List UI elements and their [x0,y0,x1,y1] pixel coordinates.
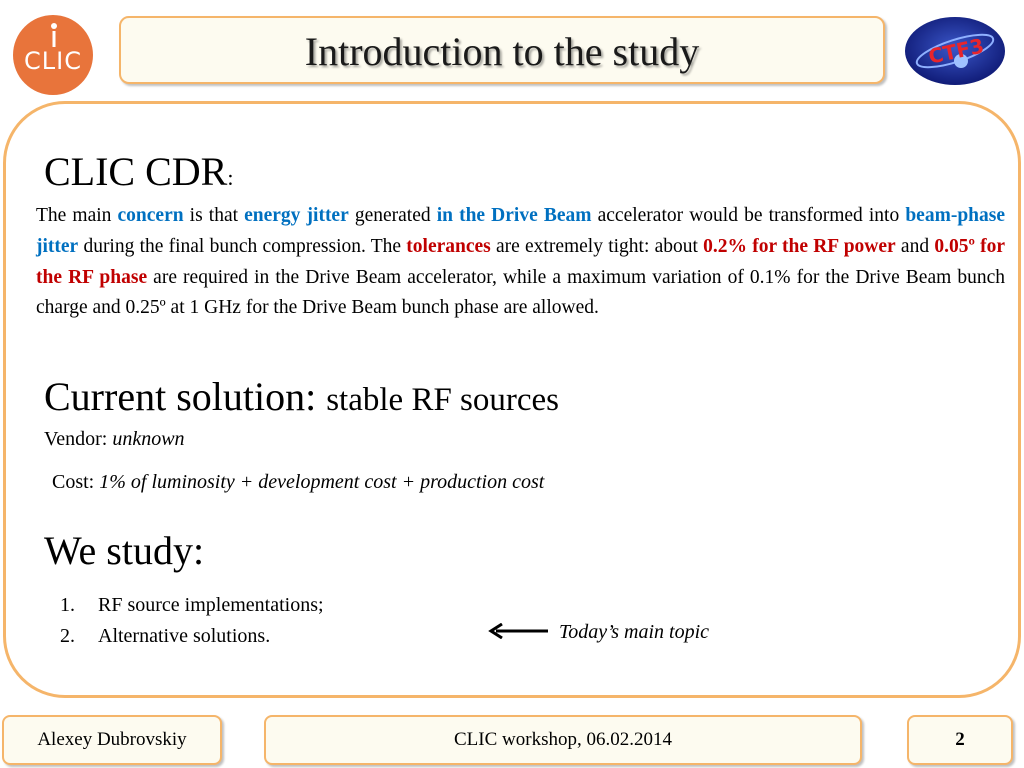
main-topic-annotation: Today’s main topic [559,621,710,643]
p-text-3: generated [348,205,437,226]
footer-author: Alexey Dubrovskiy [37,729,187,750]
page-number: 2 [955,729,965,750]
vendor-value: unknown [112,428,185,450]
cdr-paragraph [36,201,1005,324]
we-study-heading: We study: [44,528,205,573]
current-heading-text: Current solution: [44,374,317,419]
p-rf-phase: 0.05º for the RF phase [36,235,1005,288]
footer-author-box [2,715,222,765]
vendor-line [44,428,185,451]
ctf3-logo-text: CTF3 [926,33,987,69]
p-beam-phase-jitter: beam-phase jitter [36,205,1005,257]
list-item-text: Alternative solutions. [98,625,271,647]
p-text-8: are required in the Drive Beam accelerator, while a maximum variation of 0.1% for the Drive Beam bunch charge and 0.25º at 1 GHz for the Drive Beam bunch phase are allowed. [36,266,1006,319]
p-text-4: accelerator would be transformed into [591,205,906,226]
p-text-7: and [895,235,935,257]
cost-label: Cost: [52,471,95,493]
cdr-heading-text: CLIC CDR [44,149,228,194]
list-item-number: 1. [60,594,75,616]
p-text-5: during the final bunch compression. The [78,235,407,257]
left-arrow-icon [488,623,550,639]
ctf3-logo [903,15,1007,87]
footer-event: CLIC workshop, 06.02.2014 [454,729,672,750]
p-concern: concern [117,205,184,226]
list-item [60,590,324,621]
study-list [60,590,324,652]
p-tolerances: tolerances [406,235,491,257]
current-solution-heading [44,374,560,419]
cdr-heading-colon: : [227,165,234,190]
p-drive-beam: in the Drive Beam [436,205,592,226]
list-item [60,621,324,652]
p-energy-jitter: energy jitter [244,205,349,226]
p-text-6: are extremely tight: about [490,235,704,257]
clic-logo-text: CLIC [24,47,82,75]
list-item-number: 2. [60,625,75,647]
page-title: Introduction to the study [304,29,700,74]
title-box [119,16,885,84]
current-heading-sub: stable RF sources [326,382,560,418]
cost-line [52,471,544,494]
footer-page-box [907,715,1013,765]
list-item-text: RF source implementations; [98,594,324,616]
p-text-2: is that [183,205,245,226]
vendor-label: Vendor: [44,428,108,450]
clic-logo [12,14,94,96]
p-rf-power: 0.2% for the RF power [703,235,896,257]
footer-event-box [264,715,862,765]
cdr-heading [44,149,234,194]
cost-value: 1% of luminosity + development cost + production cost [99,471,545,493]
p-text-1: The main [36,205,118,226]
